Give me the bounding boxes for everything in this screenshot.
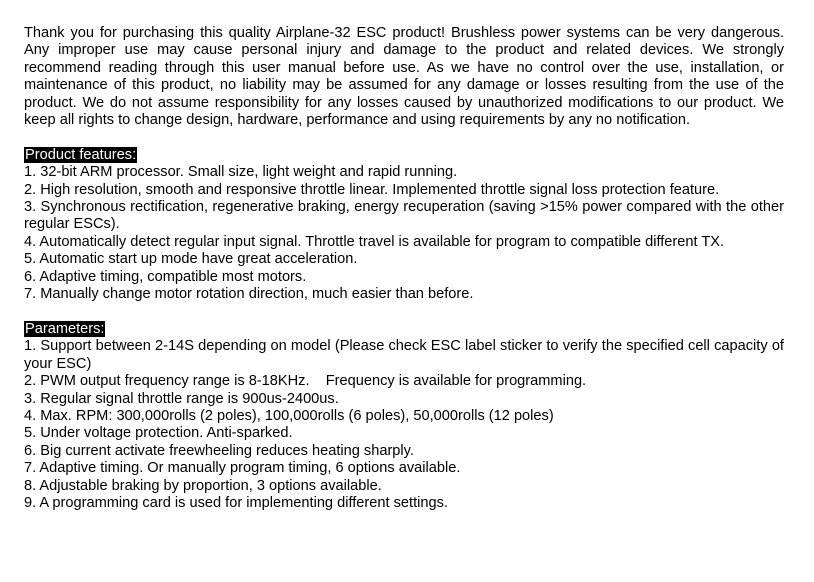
list-item: 3. Regular signal throttle range is 900us-2400us.	[24, 390, 339, 407]
section-spacer	[24, 303, 784, 320]
list-item: 7. Manually change motor rotation direction, much easier than before.	[24, 286, 474, 303]
list-item: 7. Adaptive timing. Or manually program timing, 6 options available.	[24, 460, 461, 477]
list-item: 8. Adjustable braking by proportion, 3 options available.	[24, 477, 382, 494]
intro-paragraph: Thank you for purchasing this quality Airplane-32 ESC product! Brushless power systems can be very dangerous. Any improper use may cause personal injury and damage to the product and related devices. We strongly recommend reading through this user manual before use. As we have no control over the use, installation, or maintenance of this product, no liability may be assumed for any damage or losses resulting from the use of the product. We do not assume responsibility for any losses caused by unauthorized modifications to our product. We keep all rights to change design, hardware, performance and using requirements by any no notification.	[24, 25, 784, 129]
list-item: 4. Automatically detect regular input signal. Throttle travel is available for program to compatible different TX.	[24, 233, 725, 250]
document-page	[24, 25, 784, 512]
parameters-heading-label: Parameters:	[25, 320, 105, 337]
list-item: 2. PWM output frequency range is 8-18KHz. Frequency is available for programming.	[24, 373, 587, 390]
list-item: 3. Synchronous rectification, regenerative braking, energy recuperation (saving >15% power compared with the other regular ESCs).	[24, 199, 784, 233]
list-item: 1. Support between 2-14S depending on model (Please check ESC label sticker to verify the specified cell capacity of your ESC)	[24, 338, 784, 372]
list-item: 5. Automatic start up mode have great acceleration.	[24, 251, 358, 268]
parameters-heading	[24, 321, 784, 338]
features-heading	[24, 147, 784, 164]
list-item: 6. Big current activate freewheeling reduces heating sharply.	[24, 442, 414, 459]
features-list	[24, 164, 784, 303]
features-heading-label: Product features:	[25, 146, 137, 163]
list-item: 6. Adaptive timing, compatible most motors.	[24, 268, 307, 285]
section-spacer	[24, 129, 784, 146]
list-item: 4. Max. RPM: 300,000rolls (2 poles), 100,000rolls (6 poles), 50,000rolls (12 poles)	[24, 407, 554, 424]
list-item: 2. High resolution, smooth and responsive throttle linear. Implemented throttle signal loss protection feature.	[24, 181, 720, 198]
parameters-list	[24, 338, 784, 512]
list-item: 5. Under voltage protection. Anti-sparked.	[24, 425, 293, 442]
list-item: 1. 32-bit ARM processor. Small size, light weight and rapid running.	[24, 164, 458, 181]
list-item: 9. A programming card is used for implementing different settings.	[24, 494, 448, 511]
